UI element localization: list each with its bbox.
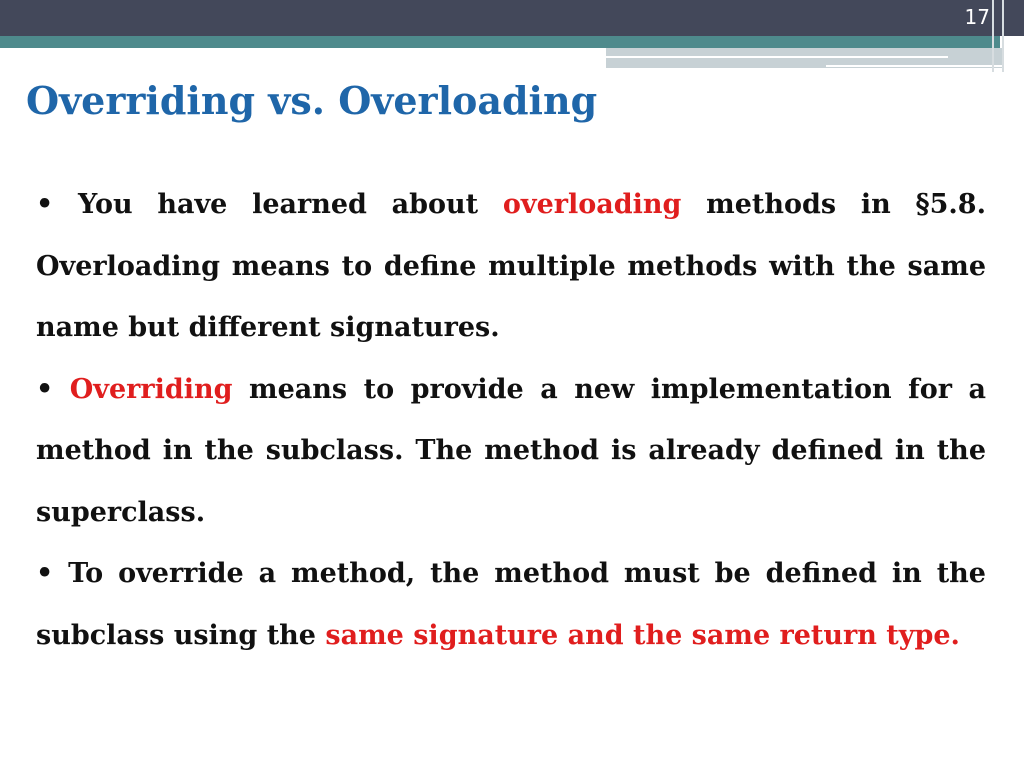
bullet-item-overriding: [36, 359, 986, 544]
bullet-marker: •: [36, 373, 54, 405]
header-divider-line: [606, 56, 948, 58]
bullet-item-override-rule: [36, 543, 986, 666]
bullet-item-overloading: [36, 174, 986, 359]
header-vertical-line: [992, 0, 994, 72]
header-vertical-line: [1002, 0, 1004, 72]
bullet-text: methods in §5.8. Overloading means to define multiple methods with the same name but different signatures.: [36, 189, 986, 343]
bullet-text: You have learned about: [78, 189, 479, 220]
highlight-same-signature: same signature and the same return type.: [325, 619, 960, 651]
header-bar: [0, 0, 1024, 36]
page-number: 17: [964, 5, 990, 29]
bullet-text: To override a method, the method must be defined in the subclass using the: [36, 558, 986, 651]
highlight-overriding: Overriding: [69, 373, 233, 405]
header-accent-band: [0, 36, 1000, 48]
bullet-list: [36, 174, 986, 666]
bullet-text: means to provide a new implementation for a method in the subclass. The method is already defined in the superclass.: [36, 373, 986, 528]
bullet-marker: •: [36, 558, 54, 589]
slide-title: Overriding vs. Overloading: [26, 78, 598, 123]
header-divider-line-short: [826, 65, 1002, 67]
bullet-marker: •: [36, 189, 54, 220]
highlight-overloading: overloading: [502, 189, 682, 220]
